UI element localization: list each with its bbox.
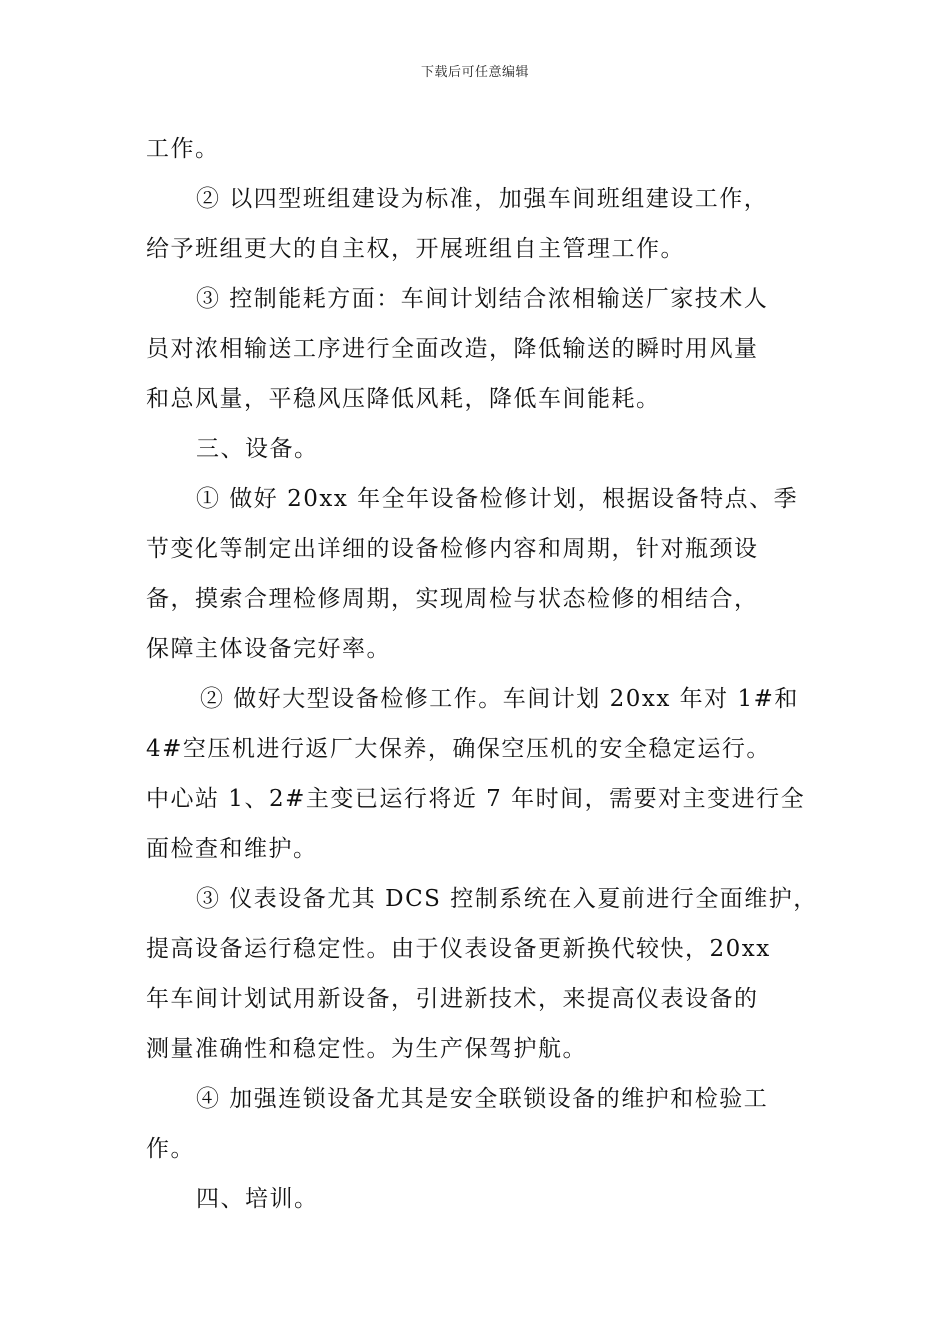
text-line: ③ 控制能耗方面：车间计划结合浓相输送厂家技术人 bbox=[196, 286, 769, 312]
text-line: 作。 bbox=[146, 1136, 195, 1162]
text-line: 提高设备运行稳定性。由于仪表设备更新换代较快，20xx bbox=[146, 936, 771, 962]
page-header-note: 下载后可任意编辑 bbox=[420, 65, 529, 80]
text-line: 员对浓相输送工序进行全面改造，降低输送的瞬时用风量 bbox=[146, 336, 759, 362]
text-line: 给予班组更大的自主权，开展班组自主管理工作。 bbox=[146, 236, 685, 262]
text-line: ② 以四型班组建设为标准，加强车间班组建设工作， bbox=[196, 186, 769, 212]
section-heading: 三、设备。 bbox=[196, 436, 319, 462]
text-line: ① 做好 20xx 年全年设备检修计划，根据设备特点、季 bbox=[196, 486, 799, 512]
section-heading: 四、培训。 bbox=[196, 1186, 319, 1212]
text-line: 备，摸索合理检修周期，实现周检与状态检修的相结合， bbox=[146, 586, 759, 612]
text-line: ② 做好大型设备检修工作。车间计划 20xx 年对 1#和 bbox=[200, 686, 799, 712]
text-line: ④ 加强连锁设备尤其是安全联锁设备的维护和检验工 bbox=[196, 1086, 769, 1112]
text-line: 节变化等制定出详细的设备检修内容和周期，针对瓶颈设 bbox=[146, 536, 759, 562]
text-line: 面检查和维护。 bbox=[146, 836, 318, 862]
text-line: ③ 仪表设备尤其 DCS 控制系统在入夏前进行全面维护， bbox=[196, 886, 818, 912]
text-line: 保障主体设备完好率。 bbox=[146, 636, 391, 662]
text-line: 中心站 1、2#主变已运行将近 7 年时间，需要对主变进行全 bbox=[146, 786, 806, 812]
text-line: 测量准确性和稳定性。为生产保驾护航。 bbox=[146, 1036, 587, 1062]
text-line: 4#空压机进行返厂大保养，确保空压机的安全稳定运行。 bbox=[146, 736, 771, 762]
text-line: 年车间计划试用新设备，引进新技术，来提高仪表设备的 bbox=[146, 986, 759, 1012]
text-line: 工作。 bbox=[146, 136, 220, 162]
text-line: 和总风量，平稳风压降低风耗，降低车间能耗。 bbox=[146, 386, 661, 412]
